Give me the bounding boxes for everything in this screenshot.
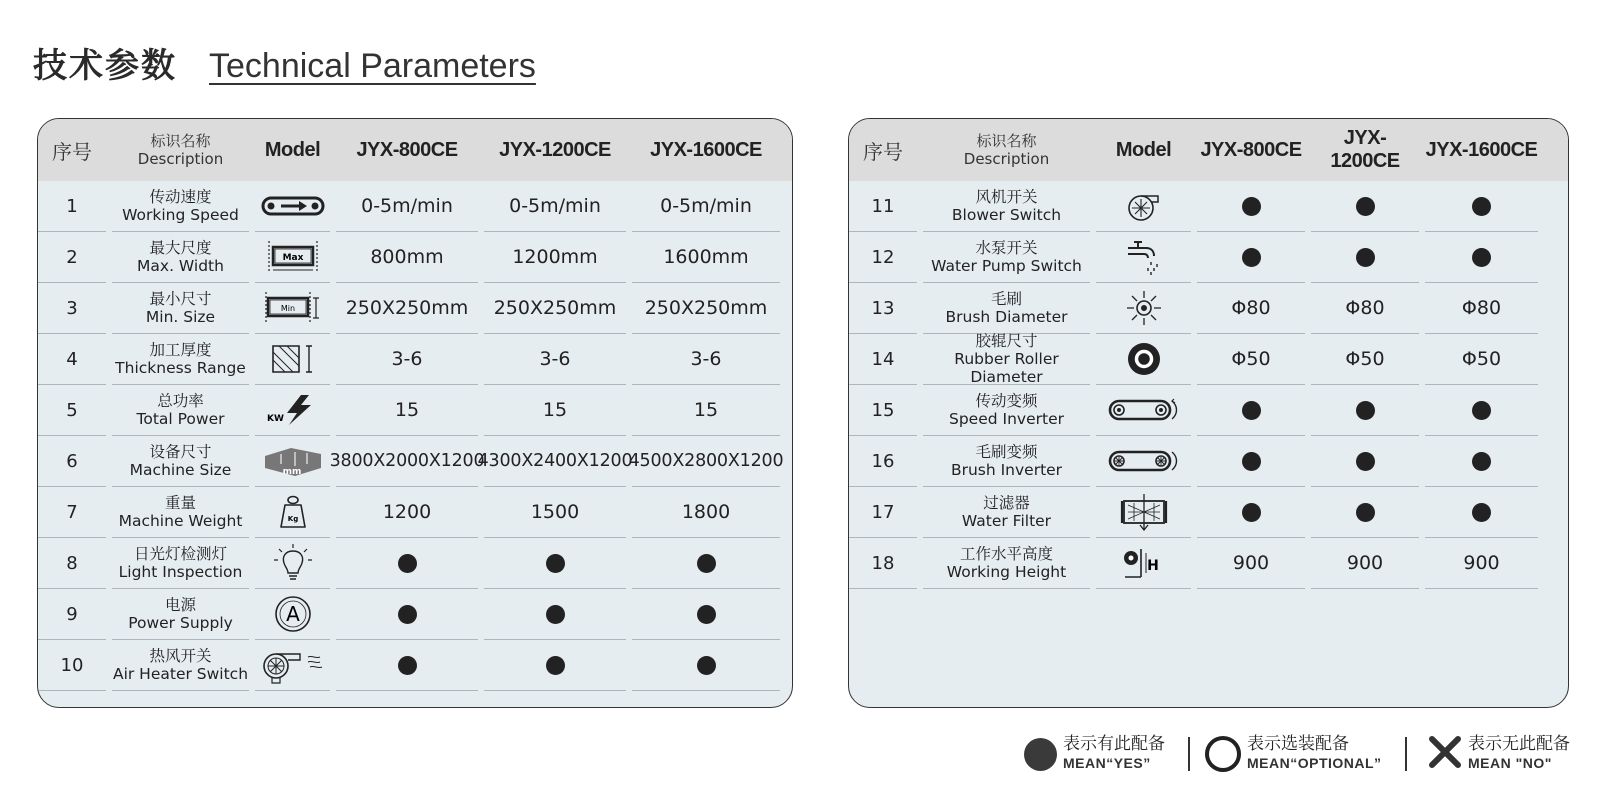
row-number: 12 <box>871 246 895 268</box>
header-model-800: JYX-800CE <box>1200 138 1302 161</box>
row-description: 风机开关 Blower Switch <box>951 188 1062 224</box>
yes-indicator-icon <box>1242 452 1261 471</box>
row-value: 250X250mm <box>345 297 469 319</box>
blower-icon <box>1124 188 1164 224</box>
row-number: 5 <box>66 399 78 421</box>
row-number: 16 <box>871 450 895 472</box>
row-number: 2 <box>66 246 78 268</box>
table-row <box>849 487 1568 538</box>
row-description: 最小尺寸 Min. Size <box>145 290 216 326</box>
yes-indicator-icon <box>398 656 417 675</box>
table-row <box>38 589 792 640</box>
yes-indicator-icon <box>546 656 565 675</box>
table-header <box>849 119 1568 181</box>
yes-indicator-icon <box>1242 248 1261 267</box>
row-number: 3 <box>66 297 78 319</box>
svg-text:KW: KW <box>266 414 284 424</box>
row-value: 0-5m/min <box>361 195 453 217</box>
row-value: Φ80 <box>1461 297 1502 319</box>
row-value: Φ80 <box>1231 297 1271 319</box>
row-value: 15 <box>693 399 719 421</box>
yes-indicator-icon <box>1356 503 1375 522</box>
yes-indicator-icon <box>1472 401 1491 420</box>
height-icon <box>1119 545 1169 581</box>
row-number: 11 <box>871 195 895 217</box>
table-row <box>38 385 792 436</box>
yes-indicator-icon <box>1356 248 1375 267</box>
row-value: 3800X2000X1200 <box>329 451 485 471</box>
header-model-1600: JYX-1600CE <box>650 138 762 161</box>
row-value: 1200 <box>382 501 432 523</box>
yes-indicator-icon <box>1242 503 1261 522</box>
row-value: 15 <box>542 399 568 421</box>
table-row <box>849 385 1568 436</box>
legend-no: 表示无此配备 MEAN "NO" <box>1428 733 1570 775</box>
row-value: 1800 <box>681 501 731 523</box>
row-description: 设备尺寸 Machine Size <box>129 443 232 479</box>
speed-inverter-icon <box>1108 397 1180 423</box>
header-description: 标识名称 Description <box>137 132 224 168</box>
brush-inverter-icon <box>1108 448 1180 474</box>
row-value: 3-6 <box>391 348 423 370</box>
header-number: 序号 <box>52 139 92 164</box>
svg-text:Max: Max <box>282 253 303 263</box>
row-value: 250X250mm <box>493 297 617 319</box>
yes-indicator-icon <box>1472 197 1491 216</box>
row-number: 4 <box>66 348 78 370</box>
header-model: Model <box>1115 138 1172 161</box>
header-model-1200: JYX-1200CE <box>1330 127 1400 172</box>
row-value: 900 <box>1463 552 1500 574</box>
row-number: 10 <box>60 654 84 676</box>
row-value: 3-6 <box>690 348 722 370</box>
table-row <box>849 436 1568 487</box>
yes-indicator-icon <box>1356 452 1375 471</box>
row-number: 9 <box>66 603 78 625</box>
table-row <box>38 181 792 232</box>
max-width-icon <box>265 237 321 277</box>
table-row <box>38 334 792 385</box>
row-description: 最大尺度 Max. Width <box>137 239 224 275</box>
svg-text:Min: Min <box>280 304 295 313</box>
legend-optional: 表示选装配备 MEAN“OPTIONAL” <box>1205 733 1382 775</box>
svg-text:Kg: Kg <box>287 515 298 523</box>
header-model-1600: JYX-1600CE <box>1425 138 1538 161</box>
legend-divider <box>1405 737 1407 771</box>
row-number: 8 <box>66 552 78 574</box>
row-description: 工作水平高度 Working Height <box>946 545 1067 581</box>
row-number: 17 <box>871 501 895 523</box>
row-description: 电源 Power Supply <box>128 596 233 632</box>
table-row <box>38 436 792 487</box>
filled-circle-icon <box>1024 738 1057 771</box>
row-description: 热风开关 Air Heater Switch <box>112 647 249 683</box>
row-value: 800mm <box>370 246 444 268</box>
spec-table-left <box>37 118 793 708</box>
row-number: 15 <box>871 399 895 421</box>
row-description: 胶辊尺寸 Rubber Roller Diameter <box>954 332 1059 386</box>
title-chinese: 技术参数 <box>33 46 177 86</box>
row-description: 加工厚度 Thickness Range <box>115 341 246 377</box>
row-number: 18 <box>871 552 895 574</box>
yes-indicator-icon <box>1472 248 1491 267</box>
table-row <box>38 487 792 538</box>
row-number: 1 <box>66 195 78 217</box>
row-number: 7 <box>66 501 78 523</box>
table-row <box>38 640 792 691</box>
min-size-icon <box>262 288 324 328</box>
yes-indicator-icon <box>1242 401 1261 420</box>
table-row <box>38 232 792 283</box>
yes-indicator-icon <box>546 554 565 573</box>
header-model-800: JYX-800CE <box>356 138 458 161</box>
svg-text:A: A <box>285 602 300 626</box>
row-value: Φ80 <box>1345 297 1385 319</box>
yes-indicator-icon <box>398 554 417 573</box>
yes-indicator-icon <box>697 554 716 573</box>
row-value: Φ50 <box>1461 348 1502 370</box>
row-value: 1500 <box>530 501 580 523</box>
row-description: 毛刷变频 Brush Inverter <box>950 443 1063 479</box>
row-number: 6 <box>66 450 78 472</box>
row-value: 0-5m/min <box>509 195 601 217</box>
table-row <box>849 334 1568 385</box>
row-value: 900 <box>1232 552 1270 574</box>
table-row <box>849 283 1568 334</box>
legend-yes: 表示有此配备 MEAN“YES” <box>1024 733 1165 775</box>
table-row <box>849 538 1568 589</box>
yes-indicator-icon <box>1472 452 1491 471</box>
header-number: 序号 <box>863 139 903 164</box>
table-row <box>38 283 792 334</box>
yes-indicator-icon <box>1242 197 1261 216</box>
row-value: 4300X2400X1200 <box>477 451 633 471</box>
air-heater-icon <box>260 645 326 685</box>
header-model-1200: JYX-1200CE <box>499 138 611 161</box>
yes-indicator-icon <box>1472 503 1491 522</box>
row-value: 4500X2800X1200 <box>628 451 784 471</box>
thickness-icon <box>269 342 317 376</box>
row-description: 传动变频 Speed Inverter <box>949 392 1064 428</box>
row-description: 水泵开关 Water Pump Switch <box>931 239 1082 275</box>
row-value: 15 <box>394 399 420 421</box>
row-value: 3-6 <box>539 348 571 370</box>
row-number: 14 <box>871 348 895 370</box>
water-tap-icon <box>1124 238 1164 276</box>
header-model: Model <box>264 138 321 161</box>
row-description: 日光灯检测灯 Light Inspection <box>118 545 243 581</box>
hollow-circle-icon <box>1205 736 1241 772</box>
page-title <box>33 38 536 88</box>
light-bulb-icon <box>271 543 315 583</box>
ampere-icon <box>273 594 313 634</box>
yes-indicator-icon <box>546 605 565 624</box>
power-kw-icon <box>265 393 321 427</box>
title-english: Technical Parameters <box>209 47 536 85</box>
row-value: Φ50 <box>1231 348 1271 370</box>
row-description: 总功率 Total Power <box>136 392 225 428</box>
machine-size-icon <box>261 444 325 478</box>
legend-divider <box>1188 737 1190 771</box>
svg-text:H: H <box>1146 558 1159 574</box>
weight-kg-icon <box>278 493 308 531</box>
svg-text:mm: mm <box>282 467 301 477</box>
brush-icon <box>1125 289 1163 327</box>
row-number: 13 <box>871 297 895 319</box>
row-value: 0-5m/min <box>660 195 752 217</box>
yes-indicator-icon <box>697 605 716 624</box>
header-description: 标识名称 Description <box>963 132 1050 168</box>
roller-icon <box>1126 341 1162 377</box>
table-row <box>849 232 1568 283</box>
row-description: 过滤器 Water Filter <box>961 494 1052 530</box>
row-description: 重量 Machine Weight <box>118 494 243 530</box>
spec-table-right <box>848 118 1569 708</box>
conveyor-speed-icon <box>261 195 325 217</box>
yes-indicator-icon <box>1356 401 1375 420</box>
row-value: Φ50 <box>1345 348 1385 370</box>
yes-indicator-icon <box>697 656 716 675</box>
row-value: 1600mm <box>663 246 749 268</box>
yes-indicator-icon <box>398 605 417 624</box>
row-description: 毛刷 Brush Diameter <box>945 290 1068 326</box>
table-row <box>849 181 1568 232</box>
table-header <box>38 119 792 181</box>
row-value: 900 <box>1346 552 1384 574</box>
table-row <box>38 538 792 589</box>
yes-indicator-icon <box>1356 197 1375 216</box>
row-description: 传动速度 Working Speed <box>122 188 239 224</box>
row-value: 1200mm <box>512 246 598 268</box>
cross-icon <box>1428 735 1462 773</box>
filter-icon <box>1120 493 1168 531</box>
row-value: 250X250mm <box>644 297 768 319</box>
